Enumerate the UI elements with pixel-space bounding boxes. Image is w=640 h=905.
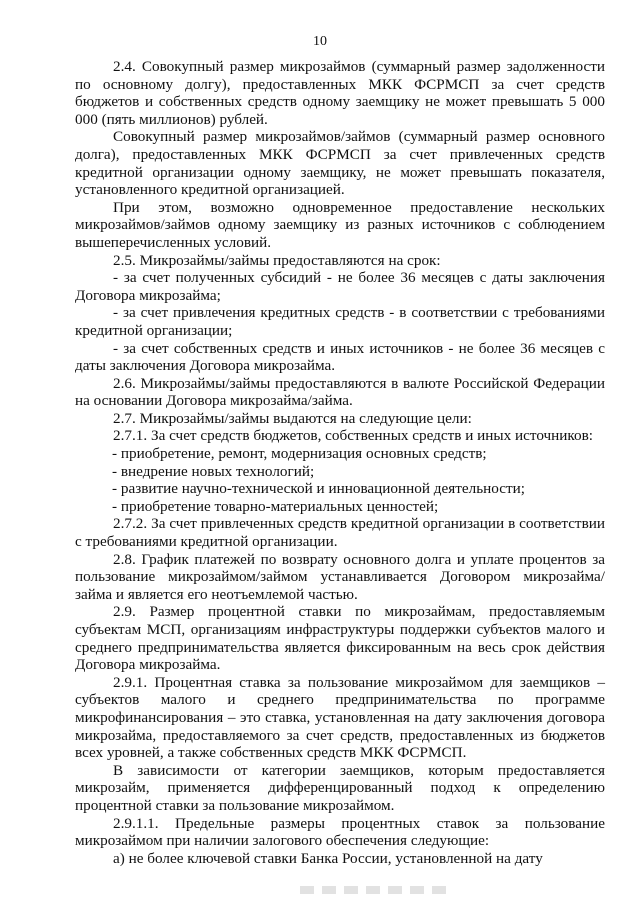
page-number: 10 — [313, 34, 327, 49]
paragraph-2-6: 2.6. Микрозаймы/займы предоставляются в валюте Российской Федерации на основании Договора микрозайма/займа. — [75, 374, 605, 410]
paragraph-2-7-2: 2.7.2. За счет привлеченных средств кредитной организации в соответствии с требованиями кредитной организации. — [75, 515, 605, 551]
paragraph-2-9: 2.9. Размер процентной ставки по микрозаймам, предоставляемым субъектам МСП, организациям инфраструктуры поддержки субъектов малого и среднего предпринимательства является фиксированным на весь срок действия Договора микрозайма. — [75, 603, 605, 674]
paragraph-2-7: 2.7. Микрозаймы/займы выдаются на следующие цели: — [113, 409, 472, 427]
paragraph-2-5: 2.5. Микрозаймы/займы предоставляются на срок: — [113, 251, 441, 269]
paragraph-2-9-1: 2.9.1. Процентная ставка за пользование микрозаймом для заемщиков – субъектов малого и среднего предпринимательства по программе микрофинансирования – это ставка, установленная на дату заключения договора микрозайма, предоставляемого за счет средств, предоставленных из бюджетов всех уровней, а также собственных средств МКК ФСРМСП. — [75, 673, 605, 762]
purpose-item-innovation: - развитие научно-технической и инновационной деятельности; — [112, 480, 525, 498]
purpose-item-technologies: - внедрение новых технологий; — [112, 462, 315, 480]
paragraph-2-7-1: 2.7.1. За счет средств бюджетов, собственных средств и иных источников: — [113, 427, 593, 445]
paragraph-2-9-1-1: 2.9.1.1. Предельные размеры процентных ставок за пользование микрозаймом при наличии залогового обеспечения следующие: — [75, 814, 605, 850]
paragraph-total-size-credit: Совокупный размер микрозаймов/займов (суммарный размер основного долга), предоставленных МКК ФСРМСП за счет привлеченных средств кредитной организации одному заемщику, не может превышать показателя, установленного кредитной организацией. — [75, 128, 605, 199]
term-item-subsidies: - за счет полученных субсидий - не более 36 месяцев с даты заключения Договора микрозайма; — [75, 269, 605, 304]
paragraph-differentiated-approach: В зависимости от категории заемщиков, которым предоставляется микрозайм, применяется дифференцированный подход к определению процентной ставки за пользование микрозаймом. — [75, 761, 605, 814]
scan-artifact — [300, 886, 450, 894]
purpose-item-fixed-assets: - приобретение, ремонт, модернизация основных средств; — [112, 445, 487, 463]
paragraph-item-a: а) не более ключевой ставки Банка России, установленной на дату — [113, 849, 543, 867]
paragraph-multiple-loans: При этом, возможно одновременное предоставление нескольких микрозаймов/займов одному заемщику из разных источников с соблюдением вышеперечисленных условий. — [75, 198, 605, 251]
paragraph-2-8: 2.8. График платежей по возврату основного долга и уплате процентов за пользование микрозаймом/займом устанавливается Договором микрозайма/займа и является его неотъемлемой частью. — [75, 550, 605, 603]
purpose-item-inventory: - приобретение товарно-материальных ценностей; — [112, 497, 439, 515]
term-item-own-funds: - за счет собственных средств и иных источников - не более 36 месяцев с даты заключения Договора микрозайма. — [75, 339, 605, 375]
paragraph-2-4: 2.4. Совокупный размер микрозаймов (суммарный размер задолженности по основному долгу), предоставленных МКК ФСРМСП за счет средств бюджетов и собственных средств одному заемщику не может превышать 5 000 000 (пять миллионов) рублей. — [75, 58, 605, 128]
term-item-credit-funds: - за счет привлечения кредитных средств - в соответствии с требованиями кредитной организации; — [75, 304, 605, 339]
document-body — [75, 58, 605, 867]
